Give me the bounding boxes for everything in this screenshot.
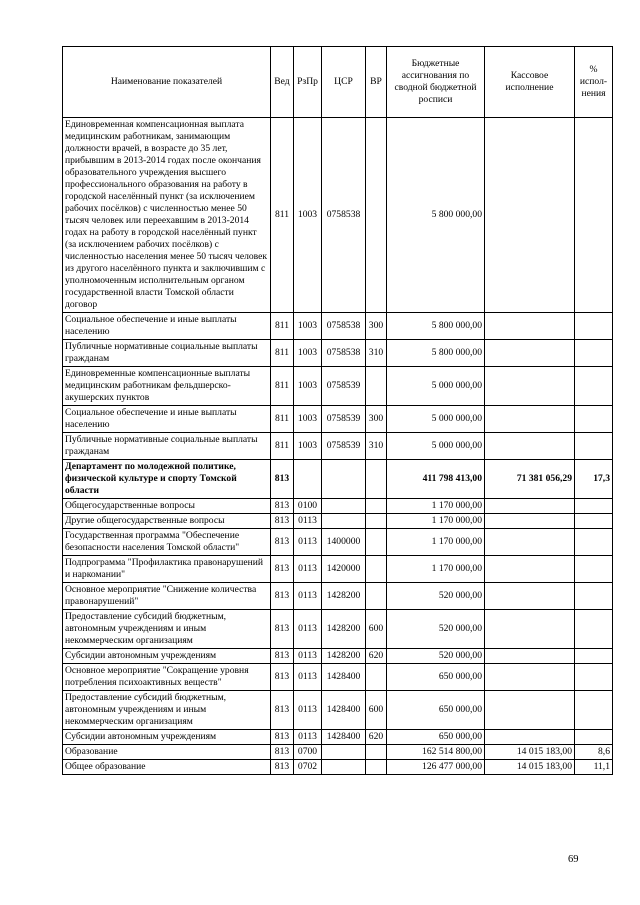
cell-execution [485, 664, 575, 691]
cell-name: Основное мероприятие "Снижение количества правонарушений" [63, 583, 271, 610]
cell-rzpr: 0100 [294, 499, 322, 514]
cell-name: Государственная программа "Обеспечение безопасности населения Томской области" [63, 529, 271, 556]
cell-rzpr: 1003 [294, 406, 322, 433]
cell-execution [485, 556, 575, 583]
cell-budget: 520 000,00 [387, 610, 485, 649]
table-row [63, 118, 613, 313]
cell-vr [366, 556, 387, 583]
cell-ved: 813 [271, 730, 294, 745]
cell-name: Подпрограмма "Профилактика правонарушений и наркомании" [63, 556, 271, 583]
cell-vr [366, 745, 387, 760]
cell-vr: 310 [366, 433, 387, 460]
cell-name: Общегосударственные вопросы [63, 499, 271, 514]
cell-rzpr: 1003 [294, 340, 322, 367]
cell-percent [575, 556, 613, 583]
cell-rzpr: 0113 [294, 610, 322, 649]
header-budget: Бюджетные ассигнования по сводной бюджетной росписи [387, 47, 485, 118]
cell-name: Образование [63, 745, 271, 760]
cell-percent: 11,1 [575, 760, 613, 775]
table-row [63, 730, 613, 745]
table-row [63, 649, 613, 664]
cell-csr [322, 760, 366, 775]
cell-execution [485, 340, 575, 367]
cell-ved: 813 [271, 760, 294, 775]
cell-name: Субсидии автономным учреждениям [63, 730, 271, 745]
cell-ved: 811 [271, 340, 294, 367]
table-row [63, 610, 613, 649]
cell-name: Предоставление субсидий бюджетным, автономным учреждениям и иным некоммерческим организациям [63, 610, 271, 649]
cell-csr [322, 745, 366, 760]
cell-budget: 5 800 000,00 [387, 340, 485, 367]
header-vr: ВР [366, 47, 387, 118]
cell-budget: 1 170 000,00 [387, 556, 485, 583]
cell-name: Единовременная компенсационная выплата медицинским работникам, занимающим должности врачей, в возрасте до 35 лет, прибывшим в 2013-2014 годах после окончания образовательного учреждения высшего профессионального образования на работу в городской населённый пункт (за исключением рабочих посёлков) с численностью менее 50 тысяч человек или переехавшим в 2013-2014 годах на работу в городской населённый пункт (за исключением рабочих посёлков) с численностью населения менее 50 тысяч человек из другого населённого пункта и заключившим с уполномоченным исполнительным органом государственной власти Томской области договор [63, 118, 271, 313]
cell-name: Общее образование [63, 760, 271, 775]
cell-rzpr: 0113 [294, 664, 322, 691]
table-row [63, 367, 613, 406]
table-body [63, 118, 613, 775]
cell-csr: 0758539 [322, 406, 366, 433]
cell-execution [485, 118, 575, 313]
cell-budget: 5 800 000,00 [387, 118, 485, 313]
cell-vr: 300 [366, 313, 387, 340]
cell-percent [575, 118, 613, 313]
cell-csr [322, 460, 366, 499]
table-row [63, 745, 613, 760]
cell-name: Публичные нормативные социальные выплаты гражданам [63, 340, 271, 367]
cell-rzpr [294, 460, 322, 499]
cell-budget: 520 000,00 [387, 583, 485, 610]
cell-ved: 813 [271, 691, 294, 730]
cell-rzpr: 0113 [294, 514, 322, 529]
header-ved: Вед [271, 47, 294, 118]
cell-ved: 811 [271, 406, 294, 433]
cell-rzpr: 0702 [294, 760, 322, 775]
cell-vr [366, 760, 387, 775]
cell-vr: 310 [366, 340, 387, 367]
cell-ved: 813 [271, 499, 294, 514]
cell-ved: 811 [271, 367, 294, 406]
cell-percent: 8,6 [575, 745, 613, 760]
cell-csr: 1428200 [322, 649, 366, 664]
cell-rzpr: 1003 [294, 367, 322, 406]
cell-execution: 14 015 183,00 [485, 745, 575, 760]
cell-budget: 5 000 000,00 [387, 367, 485, 406]
table-row [63, 313, 613, 340]
cell-budget: 650 000,00 [387, 691, 485, 730]
cell-execution [485, 433, 575, 460]
cell-ved: 813 [271, 664, 294, 691]
cell-ved: 813 [271, 514, 294, 529]
cell-budget: 520 000,00 [387, 649, 485, 664]
cell-percent [575, 340, 613, 367]
cell-percent [575, 664, 613, 691]
cell-execution [485, 313, 575, 340]
cell-percent [575, 691, 613, 730]
cell-name: Департамент по молодежной политике, физической культуре и спорту Томской области [63, 460, 271, 499]
header-execution: Кассовое исполнение [485, 47, 575, 118]
cell-rzpr: 0113 [294, 556, 322, 583]
cell-budget: 162 514 800,00 [387, 745, 485, 760]
cell-csr: 1428200 [322, 610, 366, 649]
cell-budget: 411 798 413,00 [387, 460, 485, 499]
cell-percent [575, 406, 613, 433]
cell-execution [485, 730, 575, 745]
table-row [63, 460, 613, 499]
cell-rzpr: 1003 [294, 433, 322, 460]
cell-csr: 1428200 [322, 583, 366, 610]
cell-ved: 811 [271, 433, 294, 460]
cell-rzpr: 1003 [294, 313, 322, 340]
cell-budget: 126 477 000,00 [387, 760, 485, 775]
cell-vr: 600 [366, 610, 387, 649]
cell-budget: 5 000 000,00 [387, 433, 485, 460]
cell-vr [366, 529, 387, 556]
cell-budget: 5 800 000,00 [387, 313, 485, 340]
page-number: 69 [568, 854, 579, 865]
cell-csr: 0758539 [322, 433, 366, 460]
cell-execution [485, 649, 575, 664]
cell-rzpr: 1003 [294, 118, 322, 313]
cell-vr: 300 [366, 406, 387, 433]
cell-csr [322, 499, 366, 514]
cell-percent [575, 730, 613, 745]
cell-name: Публичные нормативные социальные выплаты гражданам [63, 433, 271, 460]
cell-vr [366, 583, 387, 610]
cell-csr: 1400000 [322, 529, 366, 556]
header-percent: % испол-нения [575, 47, 613, 118]
cell-name: Социальное обеспечение и иные выплаты населению [63, 313, 271, 340]
cell-rzpr: 0113 [294, 730, 322, 745]
cell-percent [575, 367, 613, 406]
cell-vr: 620 [366, 730, 387, 745]
cell-vr [366, 367, 387, 406]
table-row [63, 529, 613, 556]
cell-csr: 1420000 [322, 556, 366, 583]
cell-budget: 650 000,00 [387, 664, 485, 691]
cell-rzpr: 0113 [294, 649, 322, 664]
table-row [63, 499, 613, 514]
cell-execution [485, 499, 575, 514]
cell-vr [366, 664, 387, 691]
cell-rzpr: 0113 [294, 529, 322, 556]
table-row [63, 514, 613, 529]
table-row [63, 583, 613, 610]
cell-budget: 650 000,00 [387, 730, 485, 745]
header-name: Наименование показателей [63, 47, 271, 118]
cell-vr: 600 [366, 691, 387, 730]
cell-ved: 813 [271, 610, 294, 649]
table-row [63, 664, 613, 691]
cell-vr: 620 [366, 649, 387, 664]
cell-vr [366, 460, 387, 499]
cell-name: Предоставление субсидий бюджетным, автономным учреждениям и иным некоммерческим организациям [63, 691, 271, 730]
cell-percent [575, 499, 613, 514]
cell-rzpr: 0700 [294, 745, 322, 760]
cell-vr [366, 118, 387, 313]
cell-csr: 0758538 [322, 340, 366, 367]
table-row [63, 340, 613, 367]
cell-csr: 0758539 [322, 367, 366, 406]
table-row [63, 433, 613, 460]
cell-ved: 813 [271, 556, 294, 583]
table-header-row [63, 47, 613, 118]
cell-percent [575, 313, 613, 340]
cell-execution [485, 610, 575, 649]
cell-budget: 1 170 000,00 [387, 514, 485, 529]
cell-percent: 17,3 [575, 460, 613, 499]
cell-rzpr: 0113 [294, 583, 322, 610]
cell-execution [485, 514, 575, 529]
cell-budget: 1 170 000,00 [387, 499, 485, 514]
cell-percent [575, 514, 613, 529]
cell-name: Единовременные компенсационные выплаты медицинским работникам фельдшерско-акушерских пунктов [63, 367, 271, 406]
cell-ved: 813 [271, 745, 294, 760]
table-row [63, 760, 613, 775]
cell-percent [575, 433, 613, 460]
cell-ved: 813 [271, 529, 294, 556]
table-row [63, 406, 613, 433]
cell-csr: 1428400 [322, 730, 366, 745]
cell-execution [485, 529, 575, 556]
table-row [63, 691, 613, 730]
cell-execution: 71 381 056,29 [485, 460, 575, 499]
cell-execution [485, 406, 575, 433]
table-row [63, 556, 613, 583]
cell-ved: 811 [271, 118, 294, 313]
cell-budget: 1 170 000,00 [387, 529, 485, 556]
cell-rzpr: 0113 [294, 691, 322, 730]
cell-name: Социальное обеспечение и иные выплаты населению [63, 406, 271, 433]
cell-csr: 1428400 [322, 664, 366, 691]
cell-budget: 5 000 000,00 [387, 406, 485, 433]
cell-ved: 811 [271, 313, 294, 340]
cell-csr [322, 514, 366, 529]
header-rzpr: РзПр [294, 47, 322, 118]
cell-vr [366, 499, 387, 514]
cell-ved: 813 [271, 460, 294, 499]
cell-vr [366, 514, 387, 529]
cell-csr: 0758538 [322, 313, 366, 340]
budget-table [62, 46, 613, 775]
cell-csr: 0758538 [322, 118, 366, 313]
cell-csr: 1428400 [322, 691, 366, 730]
cell-percent [575, 529, 613, 556]
cell-execution [485, 583, 575, 610]
cell-ved: 813 [271, 649, 294, 664]
cell-execution: 14 015 183,00 [485, 760, 575, 775]
cell-execution [485, 691, 575, 730]
cell-name: Другие общегосударственные вопросы [63, 514, 271, 529]
cell-name: Субсидии автономным учреждениям [63, 649, 271, 664]
cell-percent [575, 649, 613, 664]
cell-ved: 813 [271, 583, 294, 610]
cell-name: Основное мероприятие "Сокращение уровня потребления психоактивных веществ" [63, 664, 271, 691]
cell-percent [575, 583, 613, 610]
cell-execution [485, 367, 575, 406]
header-csr: ЦСР [322, 47, 366, 118]
cell-percent [575, 610, 613, 649]
